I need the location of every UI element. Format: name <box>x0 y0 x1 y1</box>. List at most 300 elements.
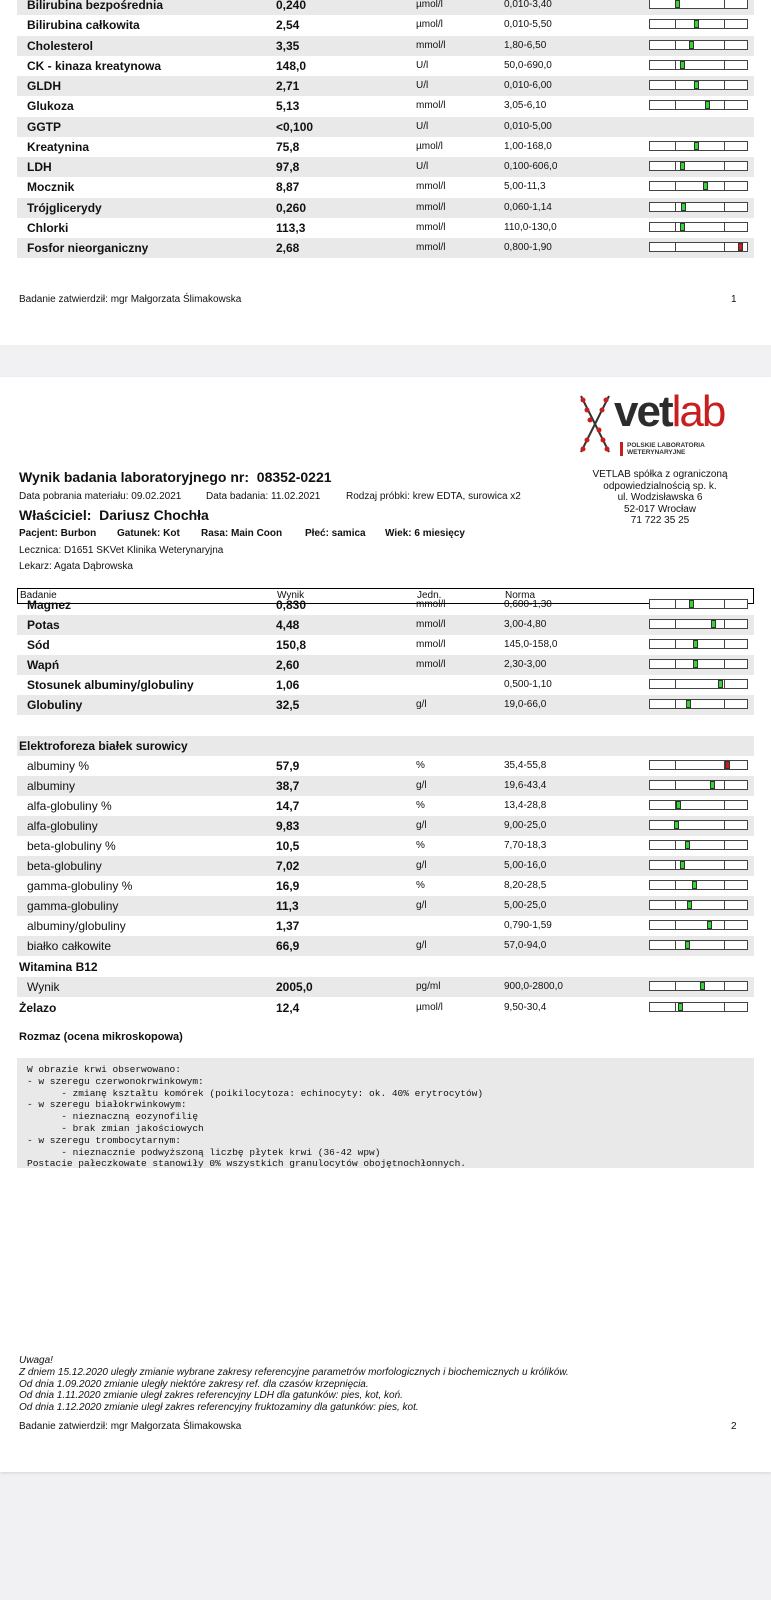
gauge-marker <box>705 101 710 109</box>
range-gauge <box>649 242 748 252</box>
gauge-tick <box>724 781 725 789</box>
test-norm: 19,6-43,4 <box>504 780 547 791</box>
test-name: Potas <box>27 618 60 632</box>
test-unit: % <box>416 800 425 811</box>
table-row <box>17 15 754 35</box>
table-row <box>17 615 754 635</box>
gauge-marker <box>687 901 692 909</box>
range-gauge <box>649 181 748 191</box>
test-norm: 5,00-16,0 <box>504 860 547 871</box>
test-unit: mmol/l <box>416 181 446 193</box>
table-row <box>17 756 754 776</box>
gauge-tick <box>675 223 676 231</box>
table-row <box>17 896 754 916</box>
test-norm: 13,4-28,8 <box>504 800 547 811</box>
test-name: alfa-globuliny <box>27 819 98 833</box>
company-line: VETLAB spółka z ograniczoną <box>592 469 728 480</box>
test-norm: 0,500-1,10 <box>504 679 552 690</box>
test-norm: 5,00-25,0 <box>504 900 547 911</box>
gauge-tick <box>675 600 676 608</box>
test-name: Trójglicerydy <box>27 200 102 215</box>
patient-name: Pacjent: Burbon <box>19 528 97 539</box>
sample-date: Data pobrania materiału: 09.02.2021 <box>19 491 182 502</box>
test-value: 0,240 <box>276 0 307 12</box>
table-row <box>17 96 754 116</box>
note-line: Od dnia 1.12.2020 zmianie uległ zakres referencyjny fruktozaminy dla gatunków: pies, kot. <box>19 1402 419 1414</box>
test-value: 9,83 <box>276 819 300 833</box>
morph-line: - w szeregu trombocytarnym: <box>27 1134 181 1146</box>
table-row <box>17 977 754 997</box>
range-gauge <box>649 880 748 890</box>
range-gauge <box>649 40 748 50</box>
test-unit: µmol/l <box>416 1002 443 1013</box>
test-name: Stosunek albuminy/globuliny <box>27 678 194 692</box>
logo-lab-text: lab <box>671 387 725 436</box>
gauge-marker <box>711 620 716 628</box>
table-row <box>17 76 754 96</box>
gauge-marker <box>685 941 690 949</box>
logo-vet-text: vet <box>614 387 672 436</box>
gauge-tick <box>724 660 725 668</box>
gauge-tick <box>675 41 676 49</box>
test-norm: 0,100-606,0 <box>504 161 558 172</box>
table-row <box>17 655 754 675</box>
test-norm: 8,20-28,5 <box>504 880 547 891</box>
morph-line: - brak zmian jakościowych <box>27 1123 204 1134</box>
table-row <box>17 695 754 715</box>
table-row <box>17 675 754 695</box>
test-unit: µmol/l <box>416 0 443 10</box>
range-gauge <box>649 800 748 810</box>
range-gauge <box>649 840 748 850</box>
page-number: 1 <box>731 294 737 305</box>
gauge-marker <box>680 61 685 69</box>
gauge-marker <box>675 0 680 8</box>
test-value: 148,0 <box>276 58 307 73</box>
range-gauge <box>649 599 748 609</box>
table-row <box>17 635 754 655</box>
morph-line: - nieznaczną eozynofilię <box>27 1111 199 1123</box>
test-value: 11,3 <box>276 899 299 913</box>
morph-line: - nieznacznie podwyższoną liczbę płytek krwi (36-42 wpw) <box>27 1146 381 1158</box>
test-norm: 3,00-4,80 <box>504 619 547 630</box>
range-gauge <box>649 920 748 930</box>
gauge-tick <box>724 821 725 829</box>
table-row <box>17 957 754 977</box>
range-gauge <box>649 900 748 910</box>
gauge-marker <box>689 41 694 49</box>
test-value: 75,8 <box>276 139 300 154</box>
report-page-2 <box>0 377 771 1472</box>
test-unit: mmol/l <box>416 100 446 112</box>
gauge-marker <box>694 81 699 89</box>
test-name: Żelazo <box>19 1001 57 1015</box>
gauge-tick <box>675 640 676 648</box>
company-line: 71 722 35 25 <box>630 515 690 526</box>
table-row <box>17 218 754 238</box>
note-line: Uwaga! <box>19 1355 53 1366</box>
gauge-tick <box>675 243 676 251</box>
test-name: gamma-globuliny <box>27 899 119 913</box>
test-value: 14,7 <box>276 799 300 813</box>
gauge-tick <box>675 941 676 949</box>
gauge-tick <box>724 101 725 109</box>
gauge-tick <box>724 81 725 89</box>
test-value: 8,87 <box>276 180 300 195</box>
test-unit: % <box>416 880 425 891</box>
gauge-tick <box>675 680 676 688</box>
test-norm: 0,790-1,59 <box>504 920 552 931</box>
gauge-tick <box>724 243 725 251</box>
test-norm: 19,0-66,0 <box>504 699 547 710</box>
company-line: odpowiedzialnością sp. k. <box>603 480 717 492</box>
table-row <box>17 595 754 615</box>
test-name: Bilirubina bezpośrednia <box>27 0 164 12</box>
test-unit: pg/ml <box>416 981 441 992</box>
test-value: 0,260 <box>276 200 307 215</box>
test-norm: 1,80-6,50 <box>504 39 547 51</box>
range-gauge <box>649 619 748 629</box>
test-name: LDH <box>27 160 52 174</box>
gauge-marker <box>725 761 730 769</box>
gauge-marker <box>689 600 694 608</box>
test-norm: 145,0-158,0 <box>504 639 558 650</box>
test-name: Sód <box>27 638 50 652</box>
header-result: Wynik <box>277 590 305 601</box>
range-gauge <box>649 780 748 790</box>
test-name: Cholesterol <box>27 38 94 53</box>
test-unit: mmol/l <box>416 619 446 630</box>
test-name: gamma-globuliny % <box>27 879 133 893</box>
test-norm: 0,010-5,50 <box>504 19 552 31</box>
gauge-tick <box>675 620 676 628</box>
test-name: albuminy/globuliny <box>27 919 126 933</box>
range-gauge <box>649 679 748 689</box>
test-norm: 35,4-55,8 <box>504 760 547 771</box>
morphology-block <box>17 1058 754 1168</box>
gauge-marker <box>686 700 691 708</box>
test-unit: mmol/l <box>416 659 446 670</box>
table-row <box>17 796 754 816</box>
test-name: Chlorki <box>27 220 69 235</box>
gauge-tick <box>675 203 676 211</box>
test-unit: U/l <box>416 59 429 71</box>
note-line: Od dnia 1.09.2020 zmianie uległy niektóre zakresy ref. dla czasów krzepnięcia. <box>19 1378 369 1390</box>
gauge-tick <box>675 700 676 708</box>
test-norm: 0,060-1,14 <box>504 201 552 213</box>
table-row <box>17 157 754 177</box>
test-value: 2,71 <box>276 79 300 93</box>
test-name: alfa-globuliny % <box>27 799 112 813</box>
test-name: Bilirubina całkowita <box>27 18 140 33</box>
table-row <box>17 36 754 56</box>
range-gauge <box>649 80 748 90</box>
morph-line: - zmianę kształtu komórek (poikilocytoza: echinocyty: ok. 40% erytrocytów) <box>27 1087 484 1099</box>
gauge-tick <box>675 982 676 990</box>
gauge-tick <box>675 142 676 150</box>
patient-breed: Rasa: Main Coon <box>201 528 283 539</box>
test-date: Data badania: 11.02.2021 <box>206 491 321 502</box>
morph-title: Rozmaz (ocena mikroskopowa) <box>19 1031 183 1043</box>
doctor: Lekarz: Agata Dąbrowska <box>19 561 133 572</box>
test-norm: 2,30-3,00 <box>504 659 547 670</box>
table-row <box>17 238 754 258</box>
gauge-tick <box>675 162 676 170</box>
gauge-tick <box>724 881 725 889</box>
gauge-marker <box>674 821 679 829</box>
morph-line: - w szeregu czerwonokrwinkowym: <box>27 1075 204 1087</box>
test-unit: mmol/l <box>416 599 446 610</box>
range-gauge <box>649 981 748 991</box>
test-unit: µmol/l <box>416 19 443 31</box>
gauge-marker <box>703 182 708 190</box>
test-unit: U/l <box>416 161 429 172</box>
gauge-marker <box>678 1003 683 1011</box>
gauge-tick <box>724 640 725 648</box>
range-gauge <box>649 940 748 950</box>
range-gauge <box>649 699 748 709</box>
test-value: 66,9 <box>276 939 300 953</box>
gauge-tick <box>724 620 725 628</box>
table-row <box>17 117 754 137</box>
test-norm: 9,50-30,4 <box>504 1002 547 1013</box>
test-name: Wapń <box>27 658 60 672</box>
test-value: 2005,0 <box>276 980 313 994</box>
test-unit: g/l <box>416 780 427 791</box>
gauge-tick <box>724 861 725 869</box>
test-name: Wynik <box>27 980 60 994</box>
company-line: 52-017 Wrocław <box>623 503 697 515</box>
test-value: 2,68 <box>276 241 300 255</box>
gauge-tick <box>724 20 725 28</box>
table-row <box>17 876 754 896</box>
owner-name: Dariusz Chochła <box>99 507 209 523</box>
gauge-tick <box>675 761 676 769</box>
range-gauge <box>649 1002 748 1012</box>
gauge-tick <box>675 781 676 789</box>
test-norm: 57,0-94,0 <box>504 940 547 951</box>
test-norm: 7,70-18,3 <box>504 840 547 851</box>
gauge-marker <box>693 660 698 668</box>
test-unit: µmol/l <box>416 140 443 152</box>
gauge-marker <box>694 20 699 28</box>
morph-line: - w szeregu białokrwinkowym: <box>27 1099 187 1111</box>
gauge-tick <box>724 700 725 708</box>
test-value: 10,5 <box>276 839 300 853</box>
gauge-marker <box>692 881 697 889</box>
gauge-tick <box>724 680 725 688</box>
test-unit: g/l <box>416 820 427 831</box>
test-name: Kreatynina <box>27 139 90 154</box>
test-unit: g/l <box>416 900 427 911</box>
gauge-tick <box>675 61 676 69</box>
test-value: 2,54 <box>276 18 300 33</box>
test-unit: g/l <box>416 940 427 951</box>
range-gauge <box>649 639 748 649</box>
range-gauge <box>649 141 748 151</box>
company-address <box>580 469 740 527</box>
test-value: 57,9 <box>276 759 300 773</box>
test-unit: % <box>416 760 425 771</box>
gauge-tick <box>724 142 725 150</box>
test-norm: 9,00-25,0 <box>504 820 547 831</box>
gauge-tick <box>675 921 676 929</box>
table-row <box>17 177 754 197</box>
gauge-marker <box>700 982 705 990</box>
report-title-label: Wynik badania laboratoryjnego nr: <box>19 469 250 485</box>
gauge-tick <box>724 41 725 49</box>
test-value: 3,35 <box>276 38 300 53</box>
test-unit: U/l <box>416 80 429 91</box>
test-unit: mmol/l <box>416 39 446 51</box>
test-value: 1,37 <box>276 919 300 933</box>
test-value: 12,4 <box>276 1001 300 1015</box>
range-gauge <box>649 0 748 9</box>
range-gauge <box>649 860 748 870</box>
note-line: Z dniem 15.12.2020 uległy zmianie wybrane zakresy referencyjne parametrów morfologicznych i biochemicznych u królików. <box>19 1366 569 1378</box>
test-value: 150,8 <box>276 638 307 652</box>
gauge-tick <box>724 841 725 849</box>
test-value: 4,48 <box>276 618 300 632</box>
gauge-tick <box>724 901 725 909</box>
test-unit: U/l <box>416 120 429 132</box>
test-unit: % <box>416 840 425 851</box>
test-value: 97,8 <box>276 160 300 174</box>
test-name: Elektroforeza białek surowicy <box>19 739 188 753</box>
test-value: 2,60 <box>276 658 300 672</box>
table-row <box>17 137 754 157</box>
table-row <box>17 836 754 856</box>
table-row <box>17 856 754 876</box>
header-norm: Norma <box>505 590 536 601</box>
gauge-marker <box>718 680 723 688</box>
test-name: GGTP <box>27 119 62 134</box>
test-name: albuminy % <box>27 759 90 773</box>
range-gauge <box>649 19 748 29</box>
approval-text: Badanie zatwierdził: mgr Małgorzata Ślimakowska <box>19 294 242 305</box>
test-name: GLDH <box>27 79 61 93</box>
page-number: 2 <box>731 1421 737 1432</box>
owner <box>19 507 209 523</box>
vetlab-logo <box>577 387 737 460</box>
gauge-marker <box>685 841 690 849</box>
gauge-tick <box>724 921 725 929</box>
table-row <box>17 56 754 76</box>
patient-sex: Płeć: samica <box>305 528 366 539</box>
range-gauge <box>649 222 748 232</box>
test-name: Globuliny <box>27 698 83 712</box>
test-unit: mmol/l <box>416 242 446 253</box>
test-norm: 110,0-130,0 <box>504 221 557 233</box>
gauge-marker <box>680 223 685 231</box>
notes <box>19 1355 569 1414</box>
gauge-tick <box>724 600 725 608</box>
test-norm: 0,800-1,90 <box>504 242 552 253</box>
morph-line: W obrazie krwi obserwowano: <box>27 1064 181 1075</box>
report-page-1 <box>0 0 771 345</box>
test-norm: 5,00-11,3 <box>504 181 546 193</box>
gauge-marker <box>680 861 685 869</box>
gauge-tick <box>675 901 676 909</box>
header-unit: Jedn. <box>417 590 442 601</box>
test-value: 7,02 <box>276 859 300 873</box>
range-gauge <box>649 161 748 171</box>
logo-subtitle-2: WETERYNARYJNE <box>627 449 686 456</box>
gauge-marker <box>738 243 743 251</box>
table-row <box>17 776 754 796</box>
test-norm: 0,600-1,30 <box>504 599 552 610</box>
test-name: Glukoza <box>27 99 74 114</box>
test-norm: 900,0-2800,0 <box>504 981 563 992</box>
company-line: ul. Wodzisławska 6 <box>617 492 703 503</box>
gauge-marker <box>676 801 681 809</box>
patient-species: Gatunek: Kot <box>117 528 180 539</box>
gauge-tick <box>675 81 676 89</box>
gauge-tick <box>675 660 676 668</box>
test-name: albuminy <box>27 779 76 793</box>
gauge-tick <box>675 881 676 889</box>
approval-text: Badanie zatwierdził: mgr Małgorzata Ślimakowska <box>19 1421 242 1432</box>
note-line: Od dnia 1.11.2020 zmianie uległ zakres referencyjny LDH dla gatunków: pies, kot, koń. <box>19 1390 403 1402</box>
report-number: 08352-0221 <box>256 469 332 485</box>
gauge-tick <box>675 101 676 109</box>
test-unit: g/l <box>416 699 427 710</box>
table-row <box>17 198 754 218</box>
test-norm: 3,05-6,10 <box>504 100 547 112</box>
test-value: 0,830 <box>276 598 307 612</box>
test-value: <0,100 <box>276 119 314 134</box>
test-norm: 1,00-168,0 <box>504 140 552 152</box>
table-row <box>17 736 754 756</box>
table-row <box>17 916 754 936</box>
test-name: białko całkowite <box>27 939 112 953</box>
gauge-marker <box>681 203 686 211</box>
gauge-tick <box>724 941 725 949</box>
gauge-tick <box>675 182 676 190</box>
patient-age: Wiek: 6 miesięcy <box>385 528 465 539</box>
test-unit: mmol/l <box>416 221 446 233</box>
test-norm: 0,010-6,00 <box>504 80 552 91</box>
gauge-marker <box>693 640 698 648</box>
test-name: Fosfor nieorganiczny <box>27 241 149 255</box>
clinic: Lecznica: D1651 SKVet Klinika Weterynaryjna <box>19 545 224 556</box>
test-unit: mmol/l <box>416 201 446 213</box>
gauge-tick <box>724 182 725 190</box>
test-name: beta-globuliny % <box>27 839 116 853</box>
test-value: 5,13 <box>276 99 300 114</box>
gauge-tick <box>724 801 725 809</box>
header-test: Badanie <box>20 590 57 601</box>
test-unit: g/l <box>416 860 427 871</box>
range-gauge <box>649 100 748 110</box>
test-value: 1,06 <box>276 678 300 692</box>
range-gauge <box>649 760 748 770</box>
owner-label: Właściciel: <box>19 507 92 523</box>
gauge-tick <box>724 982 725 990</box>
table-row <box>17 0 754 15</box>
range-gauge <box>649 60 748 70</box>
gauge-tick <box>675 1003 676 1011</box>
gauge-marker <box>680 162 685 170</box>
test-value: 38,7 <box>276 779 300 793</box>
test-norm: 50,0-690,0 <box>504 59 552 71</box>
table-row <box>17 816 754 836</box>
table-row <box>17 998 754 1018</box>
test-value: 32,5 <box>276 698 300 712</box>
test-name: CK - kinaza kreatynowa <box>27 58 162 73</box>
test-value: 113,3 <box>276 220 306 235</box>
report-title <box>19 469 332 485</box>
